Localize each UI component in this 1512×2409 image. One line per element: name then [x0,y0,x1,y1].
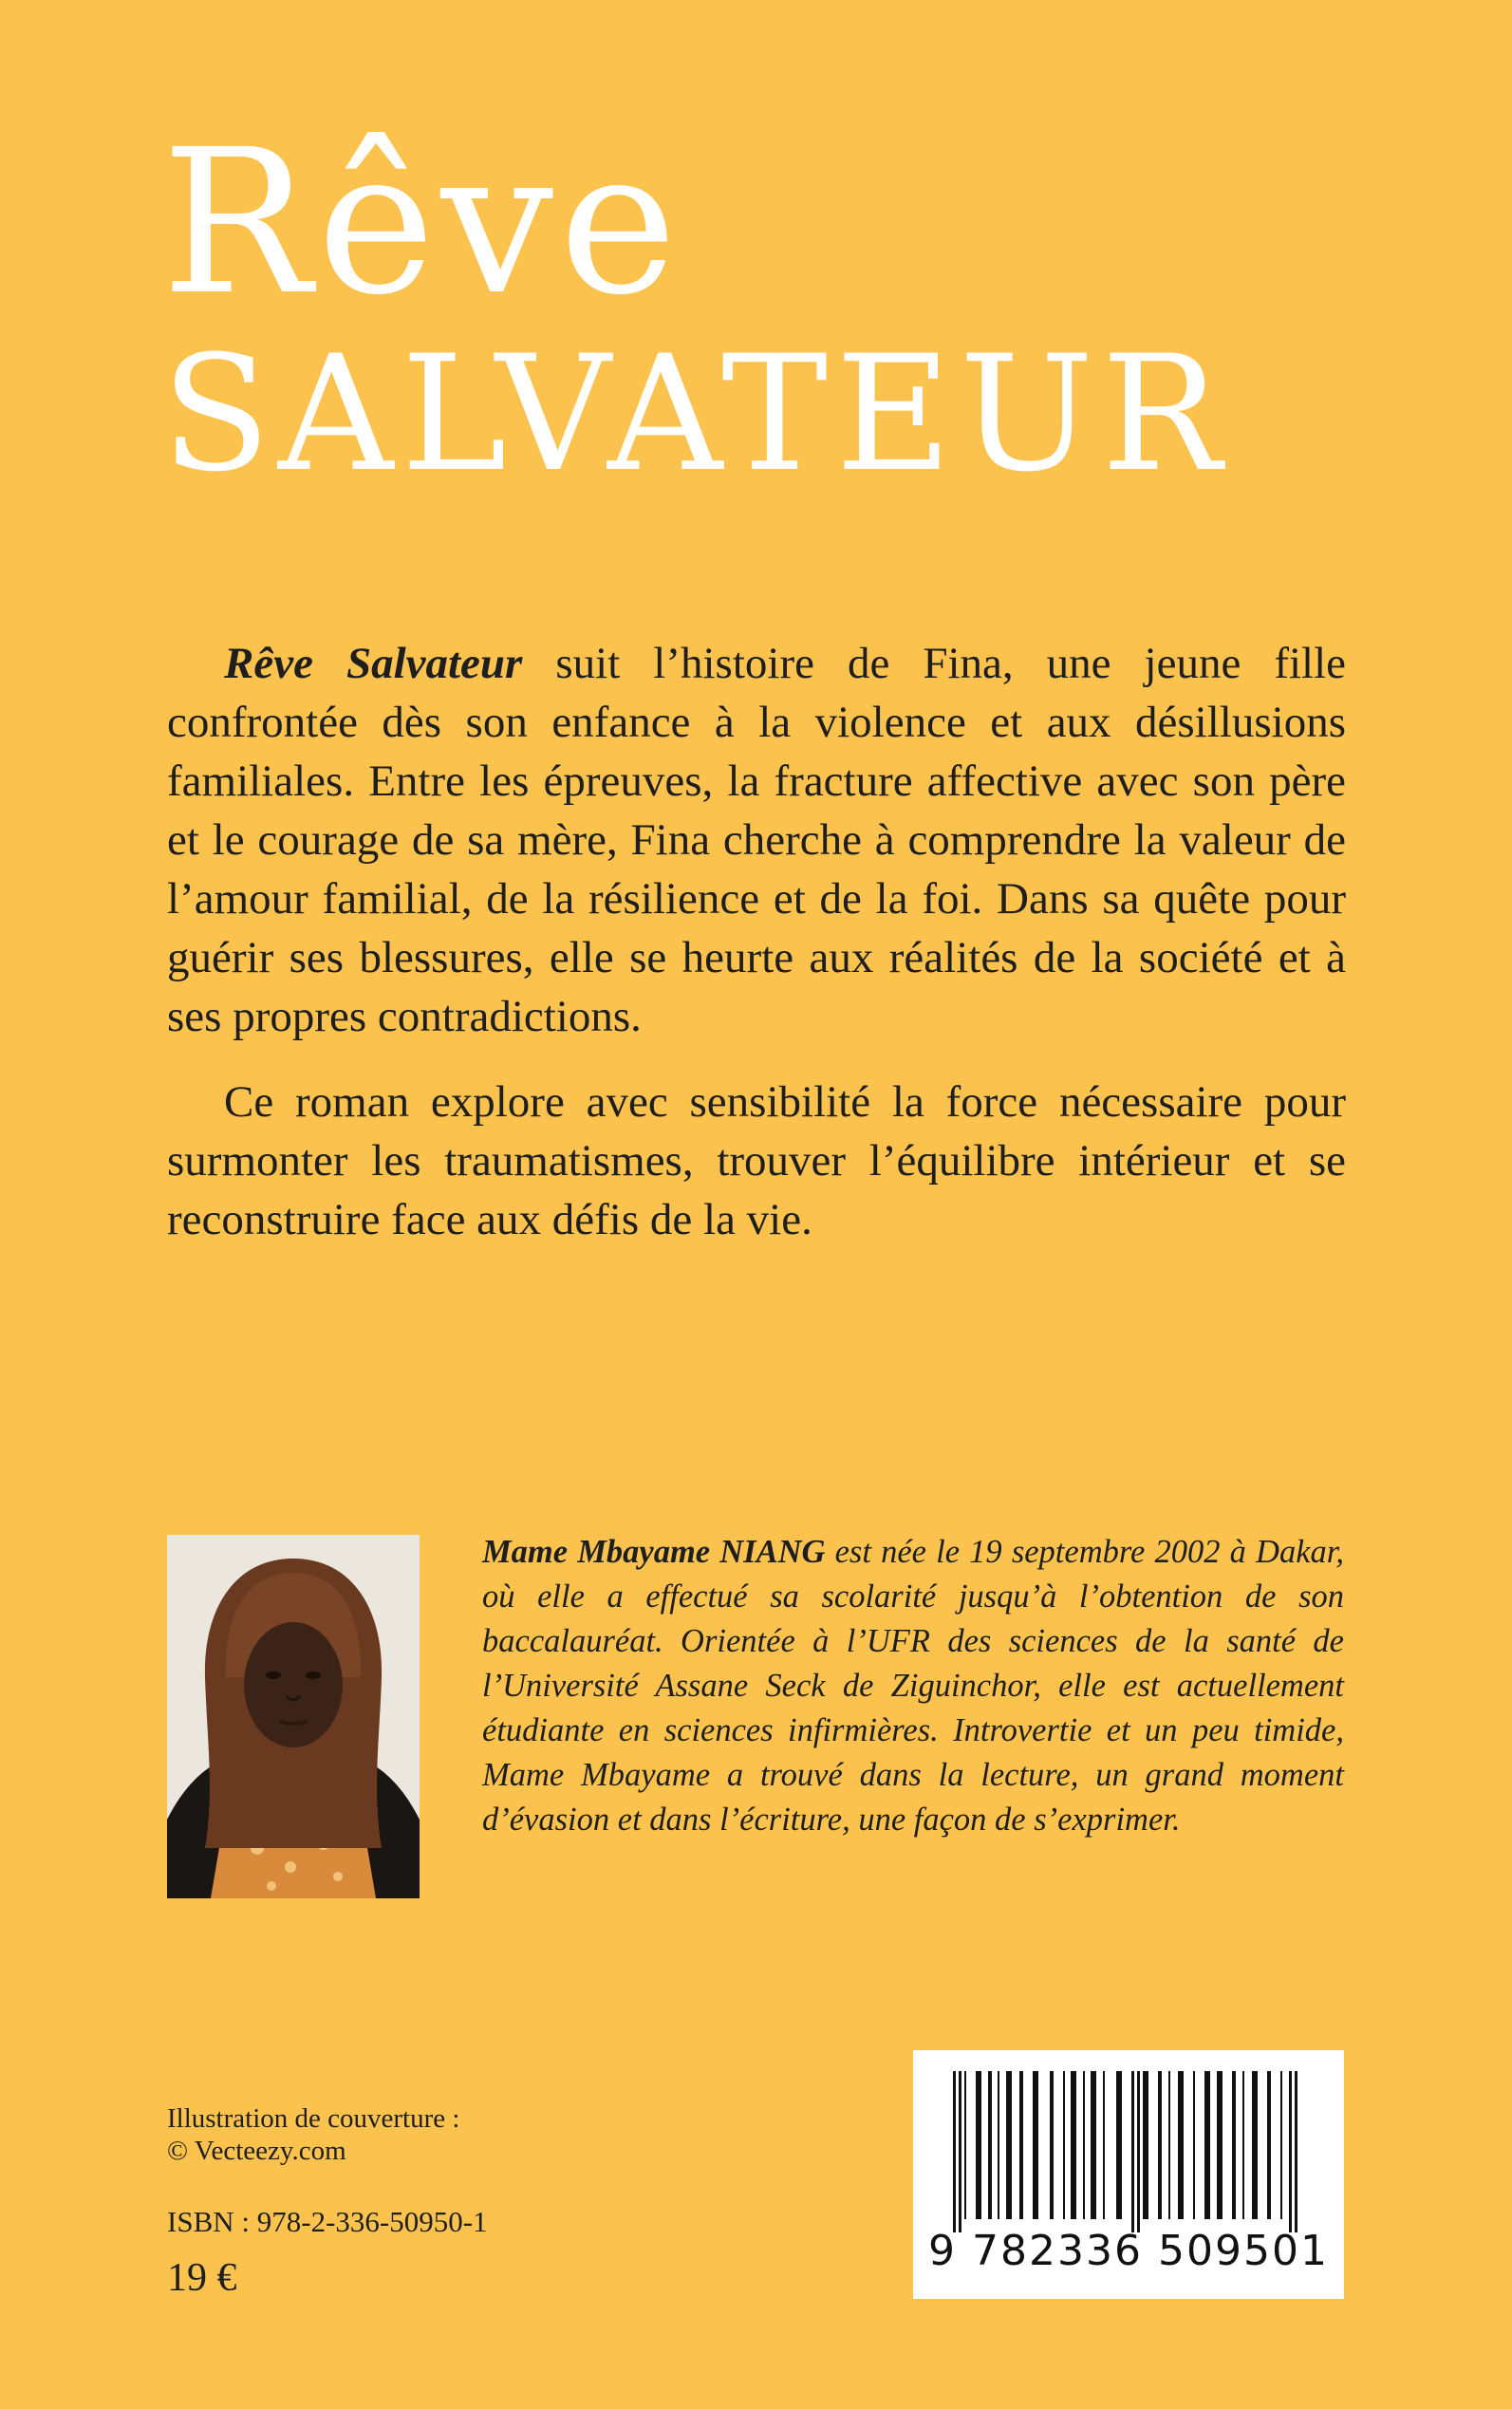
barcode-bar [1232,2071,1236,2219]
barcode-bar [959,2071,961,2232]
synopsis-paragraph-1-text: suit l’histoire de Fina, une jeune fille confrontée dès son enfance à la violence et aux désillusions familiales. Entre les épreuves, la fracture affective avec son père et le courage de sa mère, Fina cherche à comprendre la valeur de l’amour familial, de la résilience et de la foi. Dans sa quête pour guérir ses blessures, elle se heurte aux réalités de la société et à ses propres contradictions. [167,639,1347,1041]
barcode-bar [964,2071,966,2219]
barcode-bars [913,2050,1344,2240]
barcode-bar [1091,2071,1096,2219]
credits-line-1: Illustration de couverture : [167,2103,460,2134]
barcode-bar [1050,2071,1054,2219]
price: 19 € [167,2256,237,2300]
barcode-bar [1131,2071,1134,2232]
barcode-bar [1071,2071,1076,2219]
barcode-bar [1252,2071,1258,2219]
barcode-bar [1143,2071,1148,2219]
barcode-digits: 9 782336 509501 [928,2227,1329,2275]
author-photo [167,1535,420,1898]
barcode-bar [1267,2071,1271,2219]
author-portrait-illustration [167,1535,420,1898]
barcode-bar [1204,2071,1210,2219]
synopsis-book-title: Rêve Salvateur [224,639,523,688]
synopsis [167,634,1346,1249]
title-line-1: Rêve [161,106,683,339]
barcode-bar [1193,2071,1195,2219]
author-bio-text: est née le 19 septembre 2002 à Dakar, où elle a effectué sa scolarité jusqu’à l’obtention de son baccalauréat. Orientée à l’UFR des sciences de la santé de l’Université Assane Seck de Ziguinchor, elle est actuellement étudiante en sciences infirmières. Introvertie et un peu timide, Mame Mbayame a trouvé dans la lecture, un grand moment d’évasion et dans l’écriture, une façon de s’exprimer. [482,1534,1344,1838]
barcode-bar [1019,2071,1023,2219]
barcode [913,2050,1344,2299]
barcode-bar [1178,2071,1184,2219]
author-bio [482,1530,1344,1842]
isbn-number: ISBN : 978-2-336-50950-1 [167,2205,488,2238]
barcode-bar [1006,2071,1012,2219]
barcode-bar [1158,2071,1162,2219]
book-title [161,106,1229,507]
cover-credits [167,2102,459,2167]
barcode-bar [1289,2071,1292,2232]
barcode-bar [1295,2071,1297,2232]
author-name: Mame Mbayame NIANG [482,1534,826,1570]
title-line-2: SALVATEUR [161,321,1229,507]
barcode-bar [988,2071,992,2219]
barcode-bar [1063,2071,1065,2219]
barcode-bar [1137,2071,1140,2232]
barcode-bar [998,2071,999,2219]
barcode-bar [1103,2071,1105,2219]
synopsis-paragraph-1 [167,634,1346,1046]
barcode-bar [1217,2071,1223,2219]
barcode-bar [953,2071,956,2232]
barcode-bar [1280,2071,1282,2219]
credits-line-2: © Vecteezy.com [167,2136,346,2166]
barcode-bar [1168,2071,1170,2219]
barcode-bar [976,2071,981,2219]
barcode-bar [1083,2071,1085,2219]
synopsis-paragraph-2: Ce roman explore avec sensibilité la force nécessaire pour surmonter les traumatismes, trouver l’équilibre intérieur et se reconstruire face aux défis de la vie. [167,1077,1346,1244]
barcode-bar [1242,2071,1244,2219]
barcode-bar [1033,2071,1038,2219]
barcode-bar [1116,2071,1122,2219]
